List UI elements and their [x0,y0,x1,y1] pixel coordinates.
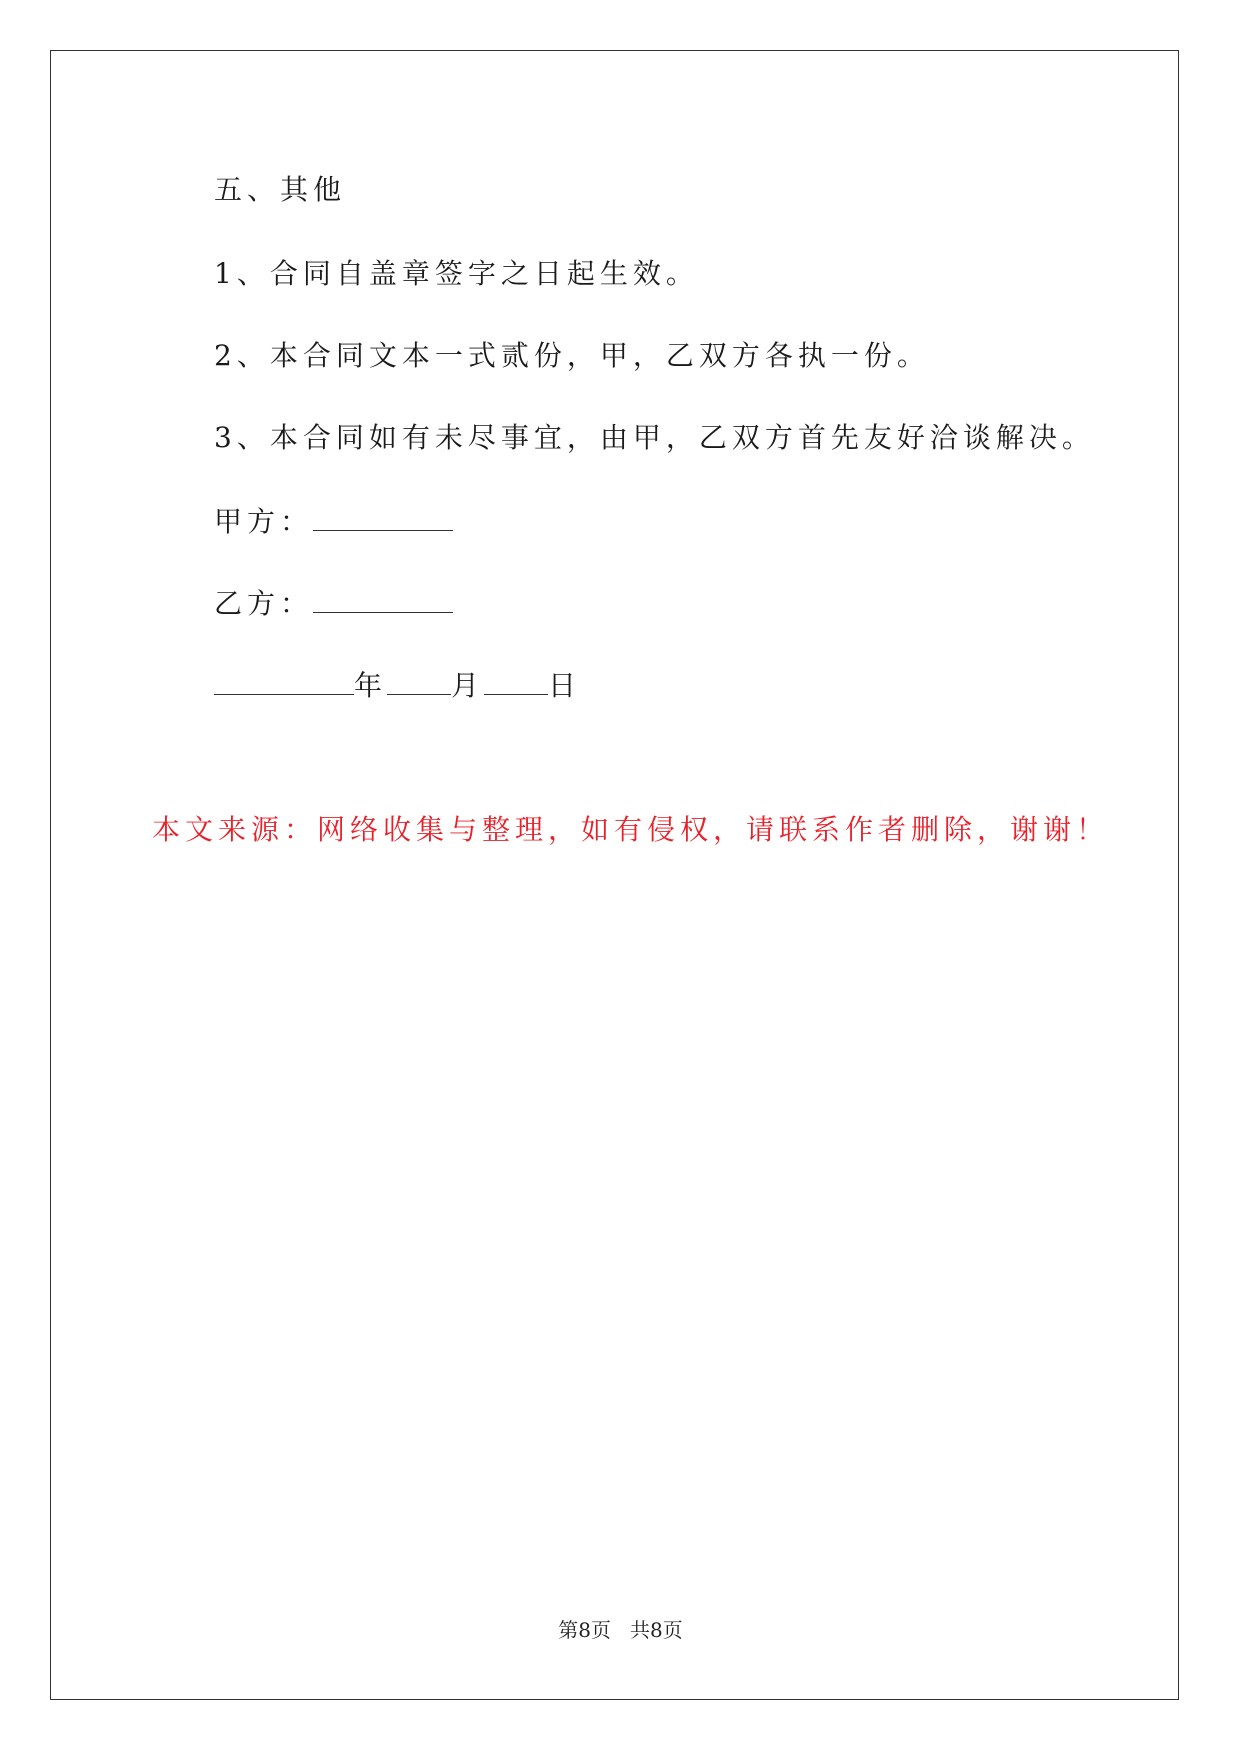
clause-3: 3、本合同如有未尽事宜，由甲，乙双方首先友好洽谈解决。 [214,421,1095,454]
page-footer [0,1616,1241,1644]
month-label: 月 [451,669,485,702]
clause-2: 2、本合同文本一式贰份，甲，乙双方各执一份。 [214,339,930,372]
year-blank [214,664,354,695]
day-label: 日 [548,669,582,702]
page-current: 第8页 [558,1618,611,1642]
day-blank [484,664,548,695]
party-a-line [214,500,453,542]
page-border [50,50,1179,1700]
party-b-line [214,582,453,624]
page-total: 共8页 [630,1618,683,1642]
clause-1: 1、合同自盖章签字之日起生效。 [214,257,699,290]
month-blank [387,664,451,695]
source-note: 本文来源：网络收集与整理，如有侵权，请联系作者删除，谢谢！ [152,813,1110,846]
party-b-blank [313,582,453,613]
party-b-label: 乙方： [214,587,314,620]
section-heading: 五、其他 [214,173,347,206]
party-a-label: 甲方： [214,505,314,538]
party-a-blank [313,500,453,531]
date-line [214,664,581,706]
year-label: 年 [354,669,388,702]
